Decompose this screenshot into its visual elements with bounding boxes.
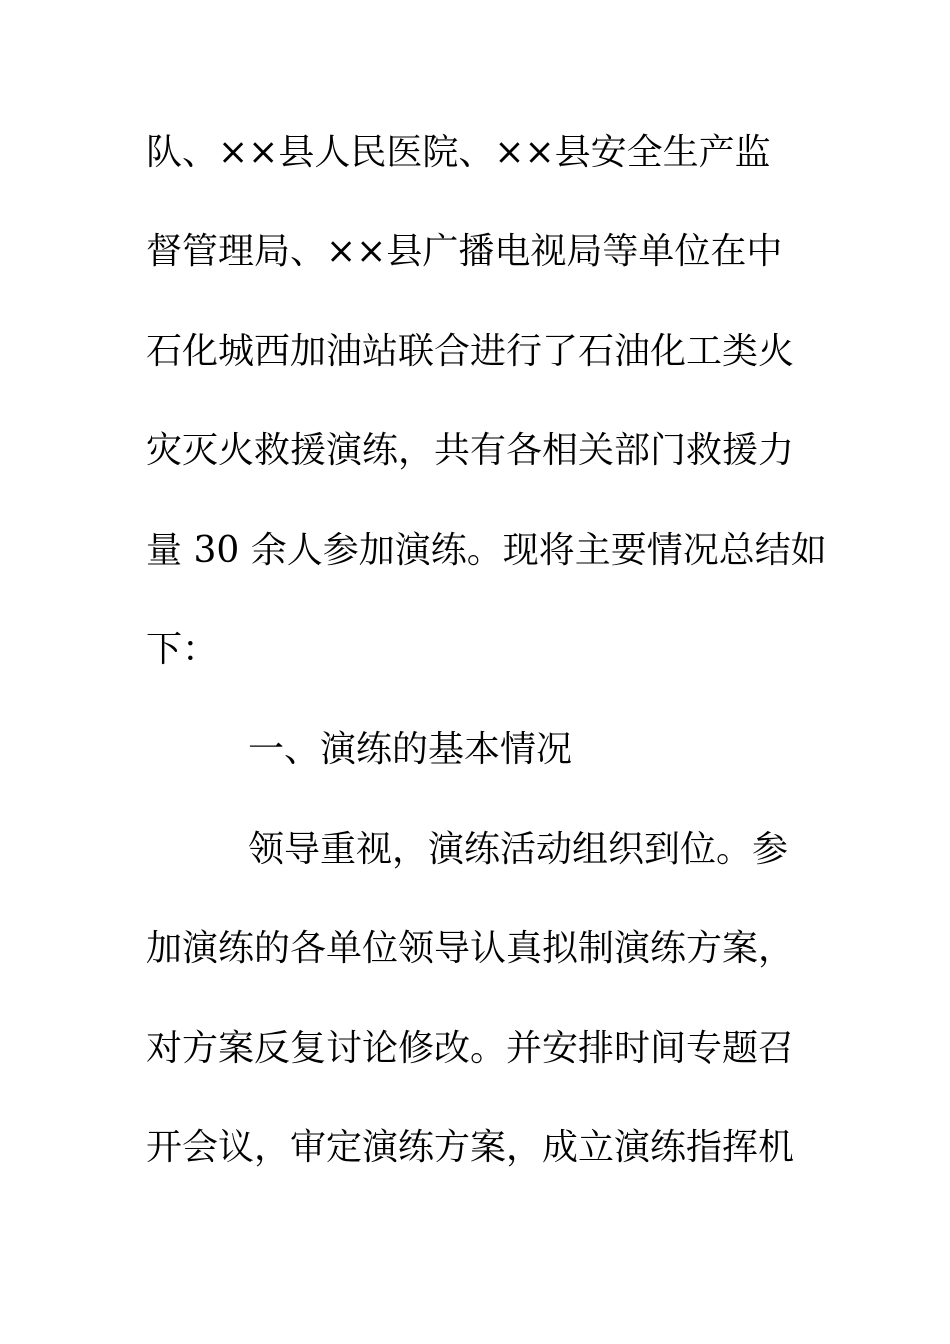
body-text-line: 加演练的各单位领导认真拟制演练方案， — [146, 928, 795, 969]
body-text-line: 队、××县人民医院、××县安全生产监 — [146, 132, 771, 173]
body-text-line: 下： — [146, 629, 219, 670]
body-text-line: 灾灭火救援演练，共有各相关部门救援力 — [146, 430, 795, 471]
body-text-line: 量 30 余人参加演练。现将主要情况总结如 — [146, 530, 827, 571]
body-text-line: 石化城西加油站联合进行了石油化工类火 — [146, 331, 795, 372]
paragraph-first-line: 领导重视，演练活动组织到位。参 — [248, 829, 789, 870]
section-heading: 一、演练的基本情况 — [248, 729, 573, 770]
body-text-line: 督管理局、××县广播电视局等单位在中 — [146, 231, 783, 272]
body-text-line: 开会议，审定演练方案，成立演练指挥机 — [146, 1127, 795, 1168]
body-text-line: 对方案反复讨论修改。并安排时间专题召 — [146, 1028, 795, 1069]
